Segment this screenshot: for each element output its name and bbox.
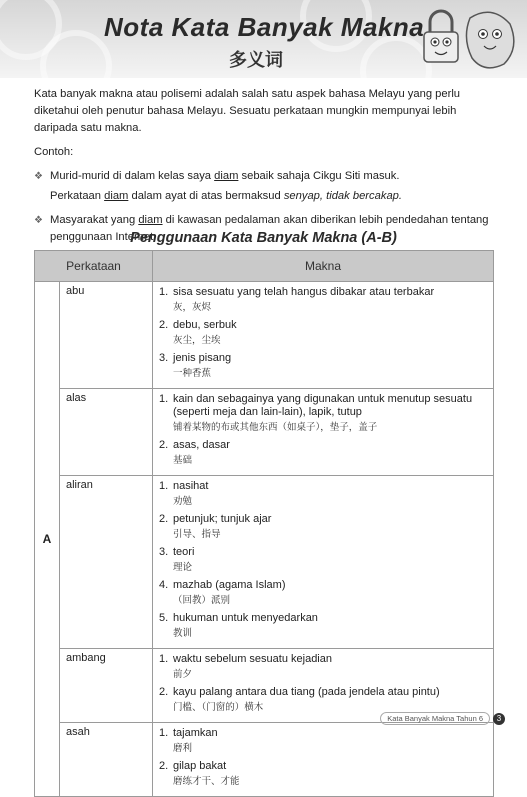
word-cell: ambang	[60, 649, 153, 723]
example-keyword: diam	[138, 214, 163, 226]
meaning-malay: hukuman untuk menyedarkan	[173, 612, 318, 624]
meaning-item	[159, 286, 493, 318]
contoh-label: Contoh:	[34, 146, 74, 158]
letter-label: A	[35, 282, 60, 797]
meaning-number: 2.	[159, 760, 169, 772]
meaning-item	[159, 546, 493, 578]
word-cell: abu	[60, 282, 153, 389]
explanation-text: Perkataan	[50, 190, 105, 202]
meaning-chinese: 门槛、（门窗的）横木	[173, 702, 264, 713]
bullet-icon: ❖	[34, 215, 43, 226]
col-perkataan: Perkataan	[35, 251, 153, 282]
col-makna: Makna	[153, 251, 494, 282]
table-header	[35, 251, 494, 282]
page-header	[0, 0, 527, 78]
page-subtitle: 多义词	[229, 50, 283, 71]
meaning-cell	[153, 282, 494, 389]
intro-paragraph: Kata banyak makna atau polisemi adalah salah satu aspek bahasa Melayu yang perlu diketahui oleh penutur bahasa Melayu. Sesuatu perkataan mungkin mempunyai lebih daripada satu makna.	[34, 88, 461, 134]
example-keyword: diam	[214, 170, 239, 182]
meaning-item	[159, 513, 493, 545]
meaning-malay: sisa sesuatu yang telah hangus dibakar atau terbakar	[173, 286, 435, 298]
meaning-item	[159, 480, 493, 512]
explanation-meaning: senyap, tidak bercakap.	[283, 190, 402, 202]
mascot-illustration	[410, 2, 522, 72]
footer-label: Kata Banyak Makna Tahun 6	[380, 712, 490, 725]
meaning-item	[159, 760, 493, 792]
table-row	[35, 389, 494, 476]
meaning-number: 2.	[159, 319, 169, 331]
explanation-text: dalam ayat di atas bermaksud	[128, 190, 284, 202]
page-footer	[380, 712, 505, 725]
meaning-chinese: 劝勉	[173, 496, 193, 507]
table-row	[35, 476, 494, 649]
meaning-number: 2.	[159, 513, 169, 525]
meaning-cell	[153, 723, 494, 797]
meaning-number: 2.	[159, 439, 169, 451]
meaning-chinese: 教训	[173, 628, 193, 639]
example-text: di kawasan pedalaman akan diberikan lebih pendedahan tentang penggunaan Internet.	[50, 214, 489, 243]
example-1-explanation	[34, 188, 500, 205]
meaning-chinese: 磨利	[173, 743, 193, 754]
meaning-number: 4.	[159, 579, 169, 591]
section-title: Penggunaan Kata Banyak Makna (A-B)	[130, 230, 397, 246]
meaning-item	[159, 319, 493, 351]
meaning-malay: nasihat	[173, 480, 209, 492]
meaning-chinese: 一种香蕉	[173, 368, 212, 379]
meaning-item	[159, 727, 493, 759]
meaning-item	[159, 352, 493, 384]
example-text: Masyarakat yang	[50, 214, 139, 226]
page-title: Nota Kata Banyak Makna	[104, 12, 425, 42]
page-number: 3	[493, 713, 505, 725]
explanation-keyword: diam	[104, 190, 129, 202]
bullet-icon: ❖	[34, 171, 43, 182]
table-row	[35, 282, 494, 389]
example-text: Murid-murid di dalam kelas saya	[50, 170, 215, 182]
meaning-malay: tajamkan	[173, 727, 218, 739]
word-cell: alas	[60, 389, 153, 476]
meaning-chinese: 磨练才干、才能	[173, 776, 240, 787]
meaning-malay: petunjuk; tunjuk ajar	[173, 513, 272, 525]
meaning-number: 1.	[159, 653, 169, 665]
word-cell: asah	[60, 723, 153, 797]
meaning-chinese: 前夕	[173, 669, 193, 680]
meaning-item	[159, 439, 493, 471]
meaning-number: 1.	[159, 480, 169, 492]
meaning-chinese: 理论	[173, 562, 193, 573]
meaning-number: 3.	[159, 546, 169, 558]
meaning-chinese: 灰尘，尘埃	[173, 335, 221, 346]
meaning-number: 1.	[159, 393, 169, 405]
meaning-malay: jenis pisang	[173, 352, 232, 364]
meaning-number: 5.	[159, 612, 169, 624]
meaning-item	[159, 612, 493, 644]
meaning-chinese: 引导、指导	[173, 529, 221, 540]
example-text: sebaik sahaja Cikgu Siti masuk.	[238, 170, 400, 182]
meaning-chinese: 灰，灰烬	[173, 302, 212, 313]
meaning-cell	[153, 389, 494, 476]
meaning-malay: mazhab (agama Islam)	[173, 579, 286, 591]
meaning-malay: asas, dasar	[173, 439, 230, 451]
meaning-item	[159, 393, 493, 438]
meaning-chinese: （回教）派别	[173, 595, 231, 606]
meaning-malay: kayu palang antara dua tiang (pada jendela atau pintu)	[173, 686, 440, 698]
meaning-malay: waktu sebelum sesuatu kejadian	[173, 653, 332, 665]
table-row	[35, 723, 494, 797]
meaning-number: 2.	[159, 686, 169, 698]
meaning-chinese: 铺着某物的布或其他东西（如桌子），垫子，盖子	[173, 422, 378, 433]
example-1	[34, 168, 500, 185]
meaning-malay: teori	[173, 546, 195, 558]
meaning-malay: gilap bakat	[173, 760, 227, 772]
meaning-number: 3.	[159, 352, 169, 364]
meaning-item	[159, 653, 493, 685]
meaning-number: 1.	[159, 727, 169, 739]
word-cell: aliran	[60, 476, 153, 649]
meaning-chinese: 基础	[173, 455, 193, 466]
meaning-number: 1.	[159, 286, 169, 298]
meaning-malay: debu, serbuk	[173, 319, 237, 331]
meaning-cell	[153, 476, 494, 649]
meaning-item	[159, 579, 493, 611]
meaning-malay: kain dan sebagainya yang digunakan untuk menutup sesuatu (seperti meja dan lain-lain), lapik, tutup	[173, 393, 473, 418]
